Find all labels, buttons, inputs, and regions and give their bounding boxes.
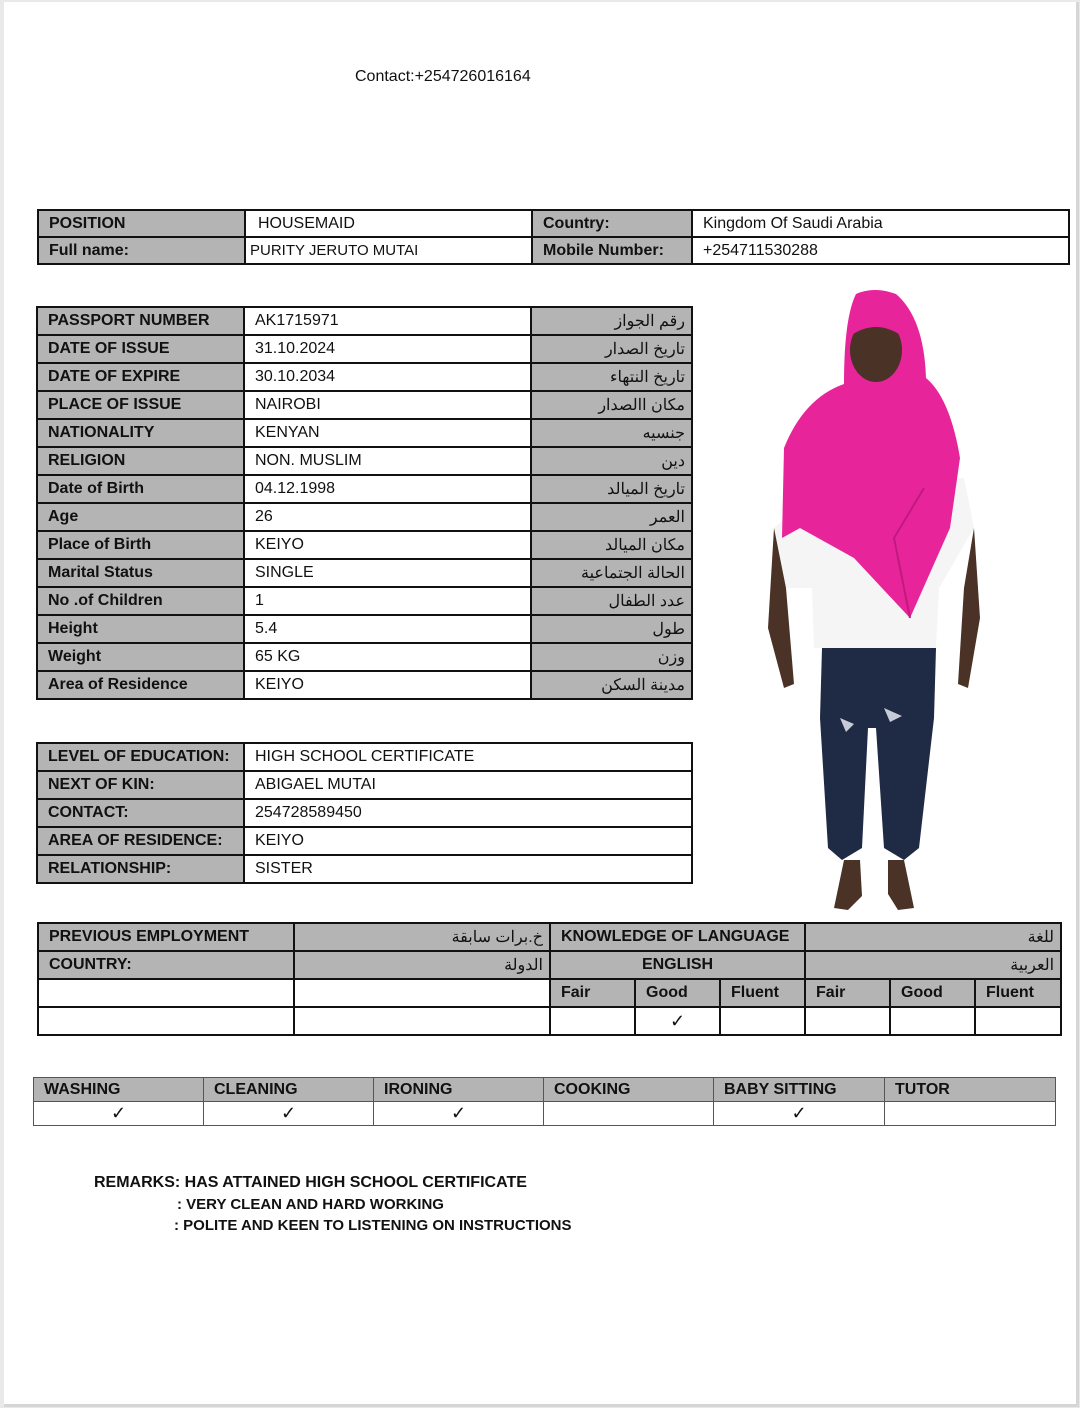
arabic-label: العربية — [805, 951, 1061, 979]
passport-row — [37, 587, 692, 615]
row-value: 04.12.1998 — [244, 475, 531, 503]
row-label: PLACE OF ISSUE — [37, 391, 244, 419]
remarks — [94, 1174, 572, 1234]
row-value: SISTER — [244, 855, 692, 883]
employment-blank-cell — [294, 979, 550, 1007]
row-label: AREA OF RESIDENCE: — [37, 827, 244, 855]
passport-row — [37, 615, 692, 643]
row-value: NAIROBI — [244, 391, 531, 419]
passport-row — [37, 503, 692, 531]
skill-label: CLEANING — [204, 1078, 374, 1102]
passport-row — [37, 475, 692, 503]
english-label: ENGLISH — [550, 951, 805, 979]
row-value: 1 — [244, 587, 531, 615]
employment-language-table — [37, 922, 1062, 1036]
row-arabic-label: العمر — [531, 503, 692, 531]
passport-row — [37, 419, 692, 447]
passport-table — [36, 306, 693, 700]
row-value: 65 KG — [244, 643, 531, 671]
row-value: 31.10.2024 — [244, 335, 531, 363]
skill-label: WASHING — [34, 1078, 204, 1102]
applicant-photo — [764, 288, 984, 920]
check-english-fair — [550, 1007, 635, 1035]
row-label: Place of Birth — [37, 531, 244, 559]
level-english-fluent: Fluent — [720, 979, 805, 1007]
position-label: POSITION — [38, 210, 245, 237]
row-value: NON. MUSLIM — [244, 447, 531, 475]
skill-check — [544, 1102, 714, 1126]
row-value: 254728589450 — [244, 799, 692, 827]
check-arabic-fluent — [975, 1007, 1061, 1035]
check-english-good: ✓ — [635, 1007, 720, 1035]
education-row — [37, 827, 692, 855]
row-arabic-label: جنسيه — [531, 419, 692, 447]
level-arabic-fluent: Fluent — [975, 979, 1061, 1007]
row-value: KENYAN — [244, 419, 531, 447]
remarks-line-3: : POLITE AND KEEN TO LISTENING ON INSTRUCTIONS — [174, 1217, 572, 1234]
remarks-line-1: REMARKS: HAS ATTAINED HIGH SCHOOL CERTIFICATE — [94, 1174, 527, 1191]
row-value: 26 — [244, 503, 531, 531]
row-label: RELIGION — [37, 447, 244, 475]
row-label: RELATIONSHIP: — [37, 855, 244, 883]
employment-blank-cell — [294, 1007, 550, 1035]
position-value: HOUSEMAID — [245, 210, 532, 237]
row-arabic-label: تاريخ الميالد — [531, 475, 692, 503]
passport-row — [37, 335, 692, 363]
knowledge-of-language-label: KNOWLEDGE OF LANGUAGE — [550, 923, 805, 951]
passport-row — [37, 643, 692, 671]
row-value: 30.10.2034 — [244, 363, 531, 391]
row-arabic-label: الحالة الجتماعية — [531, 559, 692, 587]
row-arabic-label: مكان االصدار — [531, 391, 692, 419]
education-row — [37, 855, 692, 883]
row-label: Date of Birth — [37, 475, 244, 503]
skill-label: IRONING — [374, 1078, 544, 1102]
skill-label: BABY SITTING — [714, 1078, 885, 1102]
fullname-value: PURITY JERUTO MUTAI — [245, 237, 532, 264]
passport-row — [37, 307, 692, 335]
row-label: Weight — [37, 643, 244, 671]
remarks-line-2: : VERY CLEAN AND HARD WORKING — [177, 1196, 444, 1213]
level-english-good: Good — [635, 979, 720, 1007]
row-label: DATE OF ISSUE — [37, 335, 244, 363]
row-label: NEXT OF KIN: — [37, 771, 244, 799]
passport-row — [37, 531, 692, 559]
skill-check: ✓ — [34, 1102, 204, 1126]
passport-row — [37, 671, 692, 699]
row-arabic-label: وزن — [531, 643, 692, 671]
row-value: KEIYO — [244, 531, 531, 559]
check-arabic-good — [890, 1007, 975, 1035]
employment-blank-cell — [38, 979, 294, 1007]
country-value: Kingdom Of Saudi Arabia — [692, 210, 1069, 237]
education-row — [37, 799, 692, 827]
skills-table — [33, 1077, 1056, 1126]
row-value: HIGH SCHOOL CERTIFICATE — [244, 743, 692, 771]
row-arabic-label: طول — [531, 615, 692, 643]
row-label: PASSPORT NUMBER — [37, 307, 244, 335]
row-value: ABIGAEL MUTAI — [244, 771, 692, 799]
country-label: Country: — [532, 210, 692, 237]
fullname-label: Full name: — [38, 237, 245, 264]
row-label: DATE OF EXPIRE — [37, 363, 244, 391]
education-table — [36, 742, 693, 884]
passport-row — [37, 559, 692, 587]
row-label: Height — [37, 615, 244, 643]
skill-check — [885, 1102, 1056, 1126]
row-value: KEIYO — [244, 827, 692, 855]
education-row — [37, 743, 692, 771]
row-label: Marital Status — [37, 559, 244, 587]
cv-page — [4, 2, 1079, 1407]
previous-employment-arabic: خ.برات سابقة — [294, 923, 550, 951]
education-row — [37, 771, 692, 799]
row-label: NATIONALITY — [37, 419, 244, 447]
mobile-value: +254711530288 — [692, 237, 1069, 264]
row-label: LEVEL OF EDUCATION: — [37, 743, 244, 771]
row-value: AK1715971 — [244, 307, 531, 335]
level-arabic-good: Good — [890, 979, 975, 1007]
row-arabic-label: تاريخ النتهاء — [531, 363, 692, 391]
row-value: KEIYO — [244, 671, 531, 699]
row-label: Age — [37, 503, 244, 531]
header-table — [37, 209, 1070, 265]
contact-number: Contact:+254726016164 — [355, 68, 531, 85]
skill-label: COOKING — [544, 1078, 714, 1102]
level-english-fair: Fair — [550, 979, 635, 1007]
row-label: CONTACT: — [37, 799, 244, 827]
skills-check-row — [34, 1102, 1056, 1126]
row-value: SINGLE — [244, 559, 531, 587]
mobile-label: Mobile Number: — [532, 237, 692, 264]
check-english-fluent — [720, 1007, 805, 1035]
employment-blank-cell — [38, 1007, 294, 1035]
passport-row — [37, 391, 692, 419]
row-arabic-label: مدينة السكن — [531, 671, 692, 699]
row-arabic-label: تاريخ الصدار — [531, 335, 692, 363]
country-arabic: الدولة — [294, 951, 550, 979]
country-label: COUNTRY: — [38, 951, 294, 979]
row-arabic-label: رقم الجواز — [531, 307, 692, 335]
row-value: 5.4 — [244, 615, 531, 643]
row-arabic-label: عدد الطفال — [531, 587, 692, 615]
level-arabic-fair: Fair — [805, 979, 890, 1007]
passport-row — [37, 447, 692, 475]
skill-check: ✓ — [714, 1102, 885, 1126]
skill-label: TUTOR — [885, 1078, 1056, 1102]
row-label: Area of Residence — [37, 671, 244, 699]
skill-check: ✓ — [204, 1102, 374, 1126]
skills-header-row — [34, 1078, 1056, 1102]
row-label: No .of Children — [37, 587, 244, 615]
row-arabic-label: مكان الميالد — [531, 531, 692, 559]
previous-employment-label: PREVIOUS EMPLOYMENT — [38, 923, 294, 951]
check-arabic-fair — [805, 1007, 890, 1035]
row-arabic-label: دين — [531, 447, 692, 475]
passport-row — [37, 363, 692, 391]
skill-check: ✓ — [374, 1102, 544, 1126]
knowledge-of-language-arabic: للغة — [805, 923, 1061, 951]
